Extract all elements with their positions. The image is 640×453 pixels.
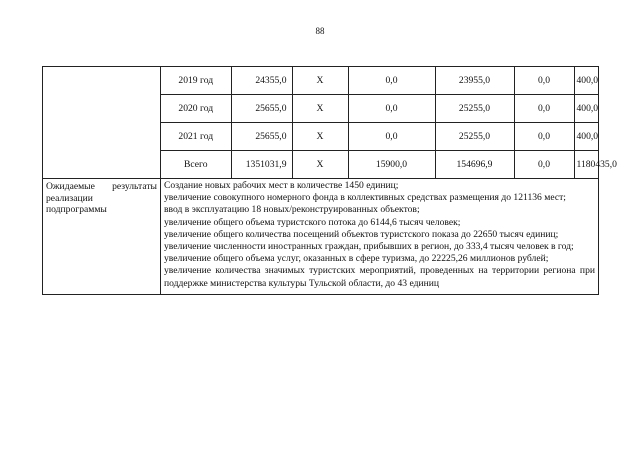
results-label-word: Ожидаемые (46, 181, 95, 192)
result-item: увеличение количества значимых туристских мероприятий, проведенных на территории региона при поддержке министерства культуры Тульской области, до 43 единиц (164, 265, 595, 289)
results-row (43, 179, 599, 295)
table-row-total (161, 151, 598, 179)
results-content-cell (161, 179, 599, 295)
federal-cell: Х (292, 151, 348, 179)
year-cell: 2021 год (161, 123, 231, 151)
result-item: увеличение численности иностранных граждан, прибывших в регион, до 333,4 тысяч человек в год; (164, 241, 574, 253)
page-number: 88 (315, 26, 325, 36)
local-cell: 25255,0 (435, 95, 514, 123)
finance-row (43, 67, 599, 179)
results-label-line3: подпрограммы (46, 204, 107, 215)
extra-cell: 400,0 (574, 95, 598, 123)
result-item: увеличение общего объема туристского потока до 6144,6 тысяч человек; (164, 216, 461, 228)
total-cell: 24355,0 (231, 67, 292, 95)
year-cell: Всего (161, 151, 231, 179)
regional-cell: 0,0 (348, 95, 435, 123)
extra-cell: 400,0 (574, 123, 598, 151)
federal-cell: Х (292, 95, 348, 123)
result-item: Создание новых рабочих мест в количестве 1450 единиц; (164, 180, 399, 191)
results-label-line2: реализации (46, 192, 93, 204)
total-cell: 1351031,9 (231, 151, 292, 179)
table-row (161, 95, 598, 123)
result-item: увеличение совокупного номерного фонда в коллективных средствах размещения до 121136 мест; (164, 192, 566, 204)
result-item: увеличение общего количества посещений объектов туристского показа до 22650 тысяч единиц; (164, 228, 559, 240)
other-cell: 0,0 (514, 123, 574, 151)
year-cell: 2020 год (161, 95, 231, 123)
result-item: ввод в эксплуатацию 18 новых/реконструированных объектов; (164, 204, 420, 216)
result-item: увеличение общего объема услуг, оказанных в сфере туризма, до 22225,26 миллионов рублей; (164, 253, 549, 265)
year-cell: 2019 год (161, 67, 231, 95)
finance-table (161, 67, 617, 178)
local-cell: 154696,9 (435, 151, 514, 179)
local-cell: 23955,0 (435, 67, 514, 95)
local-cell: 25255,0 (435, 123, 514, 151)
finance-cell (161, 67, 617, 179)
total-cell: 25655,0 (231, 123, 292, 151)
results-label-line1 (46, 181, 157, 193)
table-row (161, 123, 598, 151)
total-cell: 25655,0 (231, 95, 292, 123)
regional-cell: 0,0 (348, 67, 435, 95)
federal-cell: Х (292, 67, 348, 95)
regional-cell: 0,0 (348, 123, 435, 151)
table-row (161, 67, 598, 95)
other-cell: 0,0 (514, 67, 574, 95)
empty-label-cell (43, 67, 161, 179)
federal-cell: Х (292, 123, 348, 151)
other-cell: 0,0 (514, 95, 574, 123)
regional-cell: 15900,0 (348, 151, 435, 179)
other-cell: 0,0 (514, 151, 574, 179)
extra-cell: 1180435,0 (574, 151, 598, 179)
program-passport-table (42, 66, 617, 295)
results-label-cell (43, 179, 161, 295)
results-label-word: результаты (112, 181, 157, 192)
extra-cell: 400,0 (574, 67, 598, 95)
